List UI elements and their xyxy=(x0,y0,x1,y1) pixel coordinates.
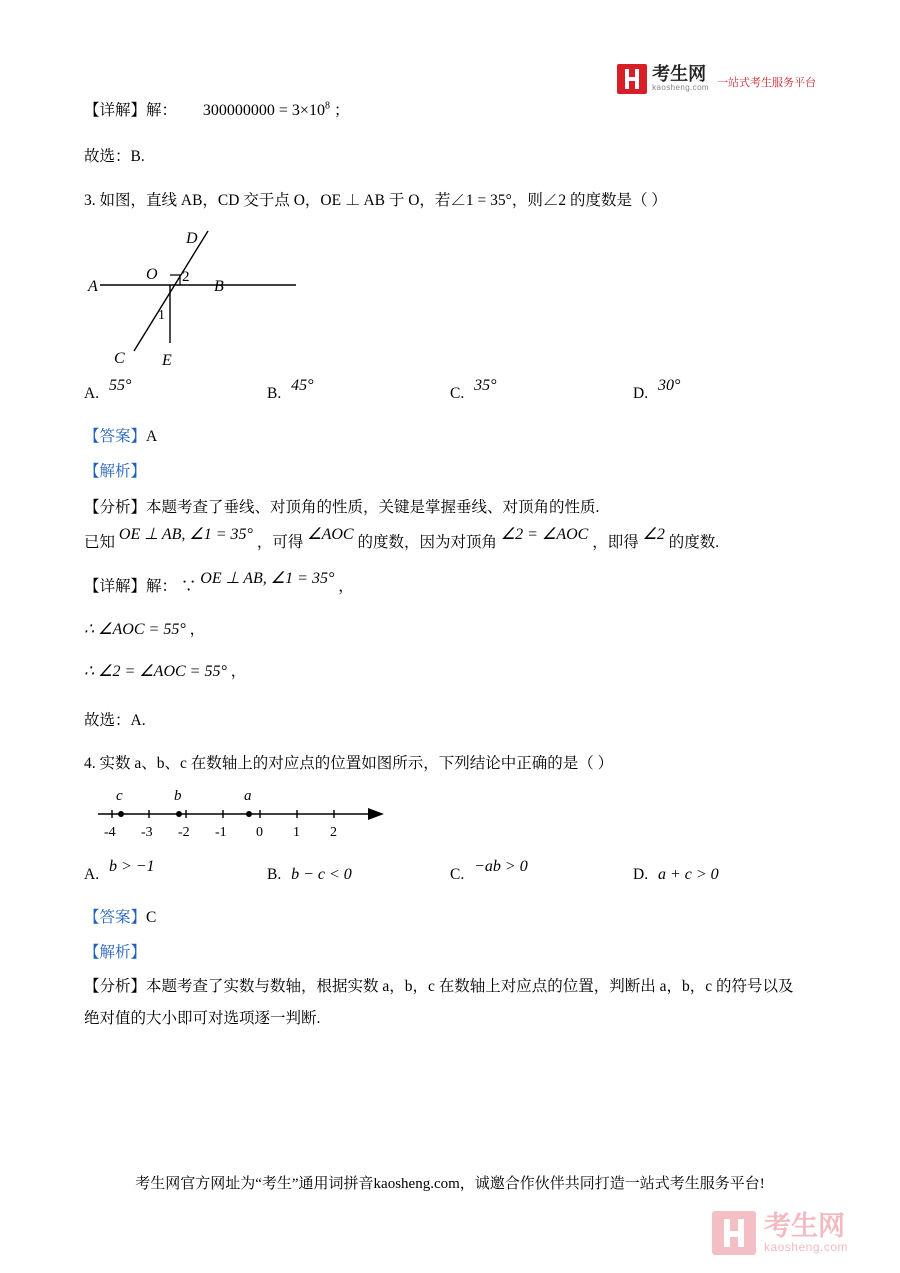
q4-analysis-label: 【分析】 xyxy=(84,977,147,995)
q3-option-a-text: 55° xyxy=(108,377,132,395)
svg-text:B: B xyxy=(214,278,224,296)
q3-option-b-text: 45° xyxy=(291,377,314,395)
q3-detail-because: ∵ xyxy=(180,578,197,596)
q3-analysis-l2-m1: OE ⊥ AB, ∠1 = 35° xyxy=(118,525,253,543)
q4-option-b xyxy=(267,860,450,890)
q4-answer-value: C xyxy=(146,908,157,926)
watermark-text xyxy=(764,1212,848,1255)
q4-number: 4. xyxy=(84,754,96,772)
q4-stem-text: 实数 a、b、c 在数轴上的对应点的位置如图所示，下列结论中正确的是（ ） xyxy=(99,754,614,772)
q4-answer-label: 【答案】 xyxy=(84,908,147,926)
q3-detail-l2-comma: ， xyxy=(189,620,206,638)
watermark-logo-icon xyxy=(712,1211,756,1255)
q3-detail-l3: ∴ ∠2 = ∠AOC = 55° xyxy=(84,663,227,681)
svg-text:2: 2 xyxy=(182,269,190,286)
svg-text:-4: -4 xyxy=(104,825,116,841)
q3-analysis-l2-end: 的度数. xyxy=(668,533,720,551)
q4-figure xyxy=(90,784,420,850)
footer-note: 考生网官方网址为“考生”通用词拼音kaosheng.com，诚邀合作伙伴共同打造一站式考生服务平台! xyxy=(135,1176,765,1192)
q4-option-a xyxy=(84,860,267,890)
q4-option-a-tag: A. xyxy=(84,866,100,884)
svg-text:1: 1 xyxy=(158,308,165,324)
svg-text:D: D xyxy=(186,230,198,248)
q4-answer-line xyxy=(84,903,816,932)
q3-option-c-text: 35° xyxy=(474,377,497,395)
svg-text:A: A xyxy=(88,278,98,296)
q3-detail-line1 xyxy=(84,572,816,602)
q3-option-c xyxy=(450,379,633,409)
q3-analysis-header: 【解析】 xyxy=(84,463,147,481)
q3-option-b xyxy=(267,379,450,409)
q3-answer-label: 【答案】 xyxy=(84,427,147,445)
svg-text:2: 2 xyxy=(330,825,337,841)
q3-analysis-l2-mid2: 的度数，因为对顶角 xyxy=(357,533,497,551)
q3-options xyxy=(84,379,816,409)
q4-option-c-text: −ab > 0 xyxy=(474,858,528,876)
q2-detail-line xyxy=(84,96,816,126)
q3-number: 3. xyxy=(84,191,96,209)
q4-options xyxy=(84,860,816,890)
q2-detail-label: 【详解】解： xyxy=(84,102,178,119)
q3-option-b-tag: B. xyxy=(267,385,282,403)
q3-stem-text: 如图，直线 AB，CD 交于点 O，OE ⊥ AB 于 O，若∠1 = 35°，则∠2 的度数是（ ） xyxy=(99,191,667,209)
q3-detail-l2: ∴ ∠AOC = 55° xyxy=(84,620,186,638)
logo-brand-cn: 考生网 xyxy=(652,64,707,85)
q4-option-b-tag: B. xyxy=(267,866,282,884)
q4-option-b-text: b − c < 0 xyxy=(291,866,352,884)
q2-equation: 300000000 = 3×10 xyxy=(202,102,325,119)
q3-option-d-tag: D. xyxy=(633,385,649,403)
logo-brand-en: kaosheng.com xyxy=(652,83,709,93)
q4-option-d xyxy=(633,860,816,890)
q3-option-a xyxy=(84,379,267,409)
svg-text:C: C xyxy=(114,350,125,368)
q3-analysis-l2-m2: ∠AOC xyxy=(307,525,354,543)
q3-stem xyxy=(84,186,816,215)
svg-text:-3: -3 xyxy=(141,825,153,841)
q4-analysis-line2: 绝对值的大小即可对选项逐一判断. xyxy=(84,1010,321,1028)
q3-analysis-l2-mid1: ，可得 xyxy=(256,533,304,551)
q4-numberline-svg xyxy=(90,784,420,850)
q3-detail-l1-comma: ， xyxy=(338,578,354,596)
q3-option-d-text: 30° xyxy=(657,377,681,395)
q3-detail-line2 xyxy=(84,615,816,645)
watermark-brand-en: kaosheng.com xyxy=(763,1240,848,1255)
q3-figure xyxy=(84,223,384,373)
q3-analysis-label: 【分析】 xyxy=(84,498,147,516)
q3-detail-l3-comma: ， xyxy=(230,663,247,681)
q3-option-a-tag: A. xyxy=(84,385,100,403)
q3-analysis-l2-mid3: ，即得 xyxy=(592,533,639,551)
q4-analysis-header: 【解析】 xyxy=(84,944,147,962)
q3-choice-line: 故选：A. xyxy=(84,711,146,729)
q3-answer-line xyxy=(84,422,816,451)
q4-option-a-text: b > −1 xyxy=(108,858,155,876)
q3-answer-value: A xyxy=(146,427,158,445)
svg-text:a: a xyxy=(244,788,252,805)
q3-analysis-l2-m4: ∠2 xyxy=(642,525,665,543)
q3-detail-l1: OE ⊥ AB, ∠1 = 35° xyxy=(200,570,335,588)
svg-text:-2: -2 xyxy=(178,825,190,841)
q4-option-c-tag: C. xyxy=(450,866,465,884)
q3-analysis-line xyxy=(84,493,816,522)
q3-analysis-text: 本题考查了垂线、对顶角的性质，关键是掌握垂线、对顶角的性质. xyxy=(146,498,600,516)
footer-watermark xyxy=(712,1211,848,1255)
svg-text:O: O xyxy=(146,266,158,284)
q3-analysis-l2-pre: 已知 xyxy=(84,533,116,551)
q4-analysis-line1 xyxy=(84,974,816,1000)
q3-figure-svg xyxy=(84,223,384,373)
q2-choice-line: 故选：B. xyxy=(84,148,145,166)
watermark-brand-cn: 考生网 xyxy=(763,1210,845,1241)
q2-exponent: 8 xyxy=(324,100,330,112)
q3-analysis-l2-m3: ∠2 = ∠AOC xyxy=(500,525,589,543)
q2-semicolon: ； xyxy=(333,102,350,119)
svg-text:E: E xyxy=(162,352,172,370)
document-body xyxy=(84,0,816,1032)
svg-text:0: 0 xyxy=(256,825,263,841)
q3-option-d xyxy=(633,379,816,409)
q3-analysis-line2 xyxy=(84,525,816,558)
svg-text:1: 1 xyxy=(293,825,300,841)
q4-option-d-tag: D. xyxy=(633,866,649,884)
q4-option-d-text: a + c > 0 xyxy=(657,866,719,884)
logo-slogan: 一站式考生服务平台 xyxy=(717,77,816,89)
svg-text:b: b xyxy=(174,788,182,805)
q4-stem xyxy=(84,749,816,778)
svg-text:-1: -1 xyxy=(215,825,227,841)
q4-option-c xyxy=(450,860,633,890)
q3-detail-line3 xyxy=(84,657,816,687)
q3-option-c-tag: C. xyxy=(450,385,465,403)
q3-detail-label: 【详解】解： xyxy=(84,578,178,596)
svg-text:c: c xyxy=(116,788,123,805)
q4-analysis-text-1: 本题考查了实数与数轴，根据实数 a，b，c 在数轴上对应点的位置，判断出 a，b，c 的符号以及 xyxy=(146,977,794,995)
